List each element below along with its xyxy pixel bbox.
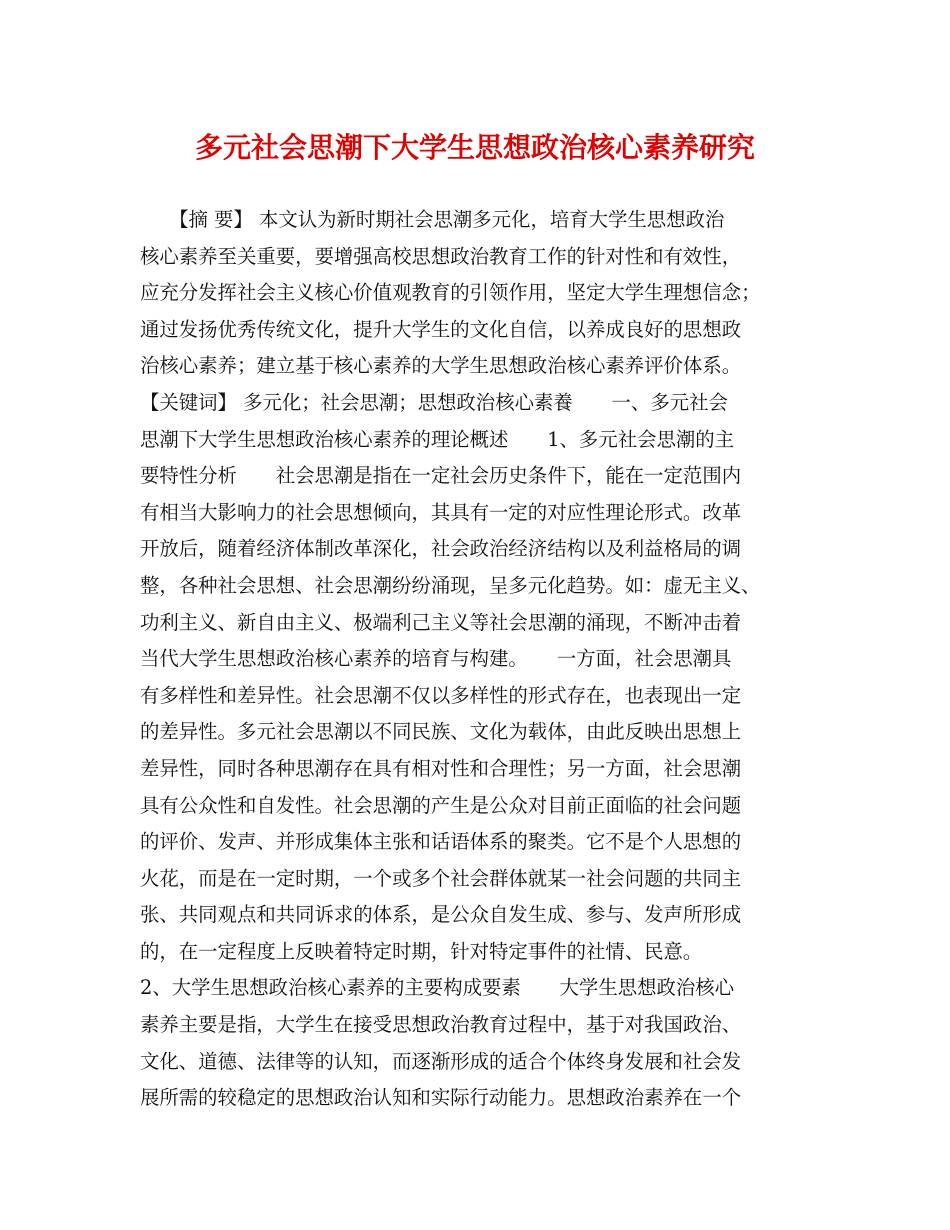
body-text-line: 【摘 要】 本文认为新时期社会思潮多元化，培育大学生思想政治 [140, 208, 725, 231]
body-text-line: 当代大学生思想政治核心素养的培育与构建。 一方面，社会思潮具 [140, 647, 732, 671]
body-text-line: 治核心素养；建立基于核心素养的大学生思想政治核心素养评价体系。 [140, 354, 742, 378]
body-text-line: 的，在一定程度上反映着特定时期，针对特定事件的社情、民意。 [140, 939, 703, 963]
body-text-line: 的评价、发声、并形成集体主张和话语体系的聚类。它不是个人思想的 [140, 830, 742, 854]
document-title: 多元社会思潮下大学生思想政治核心素养研究 [194, 131, 755, 164]
body-text-line: 有多样性和差异性。社会思潮不仅以多样性的形式存在，也表现出一定 [140, 683, 742, 707]
body-text-line: 2、大学生思想政治核心素养的主要构成要素 大学生思想政治核心 [140, 976, 735, 1000]
body-text-line: 【关键词】 多元化；社会思潮；思想政治核心素養 一、多元社会 [140, 390, 728, 414]
body-text-line: 素养主要是指，大学生在接受思想政治教育过程中，基于对我国政治、 [140, 1013, 742, 1037]
body-text-line: 思潮下大学生思想政治核心素养的理论概述 1、多元社会思潮的主 [140, 427, 735, 451]
body-text-line: 的差异性。多元社会思潮以不同民族、文化为载体，由此反映出思想上 [140, 720, 742, 744]
body-text-line: 核心素养至关重要，要增强高校思想政治教育工作的针对性和有效性， [140, 244, 742, 268]
document-body [140, 202, 816, 1117]
body-text-line: 有相当大影响力的社会思想倾向，其具有一定的对应性理论形式。改革 [140, 500, 742, 524]
body-text-line: 应充分发挥社会主义核心价值观教育的引领作用，坚定大学生理想信念； [140, 281, 761, 305]
body-text-line: 开放后，随着经济体制改革深化，社会政治经济结构以及利益格局的调 [140, 537, 742, 561]
body-text-line: 具有公众性和自发性。社会思潮的产生是公众对目前正面临的社会问题 [140, 793, 742, 817]
body-text-line: 要特性分析 社会思潮是指在一定社会历史条件下，能在一定范围内 [140, 464, 742, 488]
body-text-line: 通过发扬优秀传统文化，提升大学生的文化自信，以养成良好的思想政 [140, 317, 742, 341]
body-text-line: 功利主义、新自由主义、极端利己主义等社会思潮的涌现，不断冲击着 [140, 610, 742, 634]
body-text-line: 差异性，同时各种思潮存在具有相对性和合理性；另一方面，社会思潮 [140, 756, 742, 780]
body-text-line: 文化、道德、法律等的认知，而逐渐形成的适合个体终身发展和社会发 [140, 1049, 742, 1073]
body-text-line: 火花，而是在一定时期，一个或多个社会群体就某一社会问题的共同主 [140, 866, 742, 890]
body-text-line: 张、共同观点和共同诉求的体系，是公众自发生成、参与、发声所形成 [140, 903, 742, 927]
body-text-line: 整，各种社会思想、社会思潮纷纷涌现，呈多元化趋势。如：虚无主义、 [140, 573, 761, 597]
body-text-line: 展所需的较稳定的思想政治认知和实际行动能力。思想政治素养在一个 [140, 1086, 742, 1110]
